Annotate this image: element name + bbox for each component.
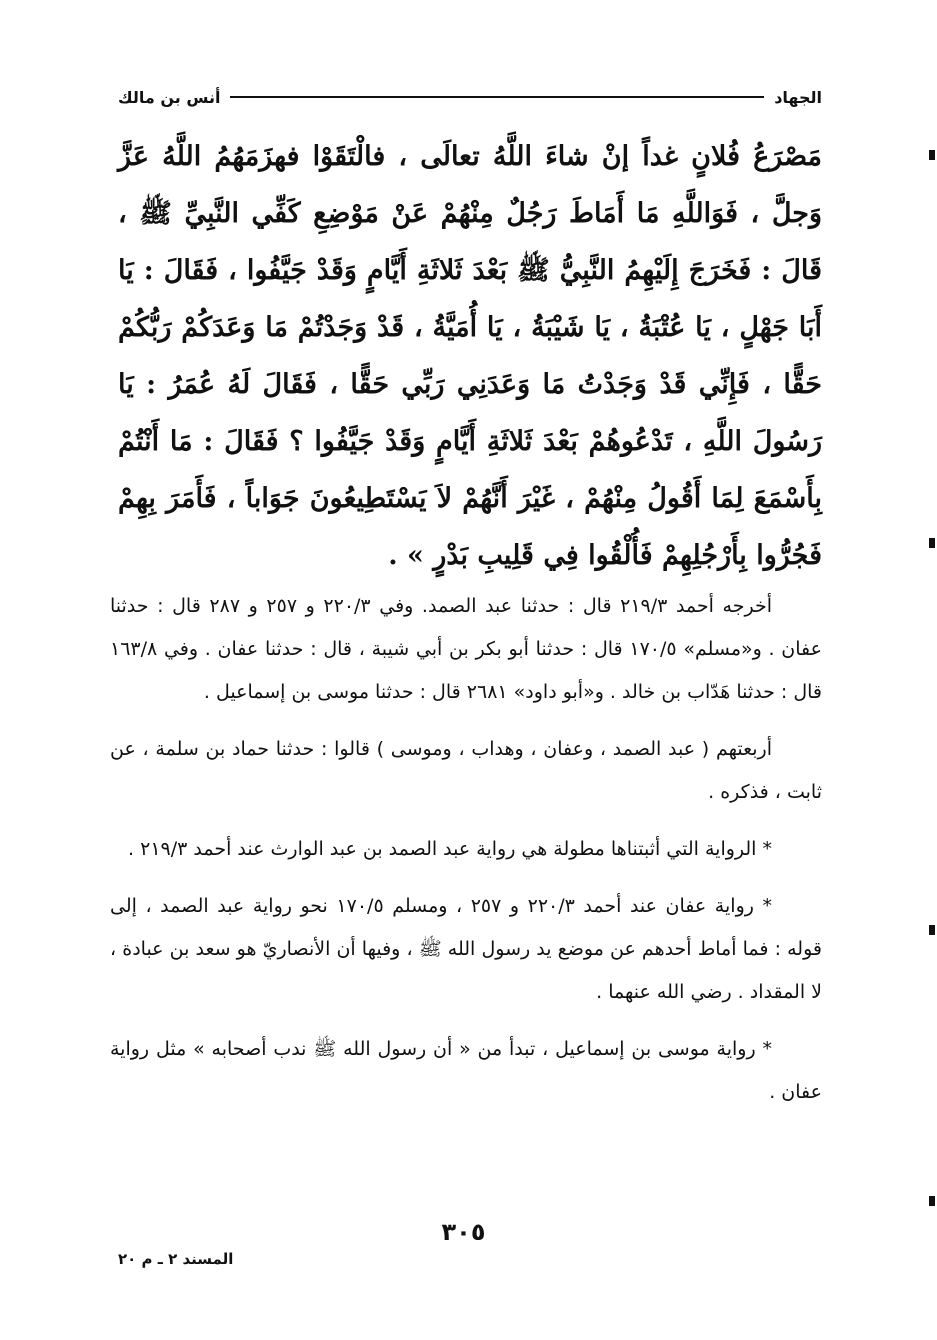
narrator-title: أنس بن مالك xyxy=(118,87,221,107)
note-paragraph: * رواية موسى بن إسماعيل ، تبدأ من « أن رسول الله ﷺ ندب أصحابه » مثل رواية عفان . xyxy=(110,1038,822,1103)
page-number: ٣٠٥ xyxy=(441,1218,486,1246)
note-paragraph: * الرواية التي أثبتناها مطولة هي رواية عبد الصمد بن عبد الوارث عند أحمد ٢١٩/٣ . xyxy=(128,838,772,860)
running-header xyxy=(118,82,822,112)
takhrij-notes xyxy=(110,585,822,1128)
note-paragraph: * رواية عفان عند أحمد ٢٢٠/٣ و ٢٥٧ ، ومسلم ١٧٠/٥ نحو رواية عبد الصمد ، إلى قوله : فما أماط أحدهم عن موضع يد رسول الله ﷺ ، وفيها أن الأنصاريّ هو سعد بن عبادة ، لا المقداد . رضي الله عنهما . xyxy=(110,895,822,1003)
signature-mark: المسند ٢ ـ م ٢٠ xyxy=(118,1250,234,1268)
edge-mark xyxy=(929,1196,935,1206)
note-paragraph: أخرجه أحمد ٢١٩/٣ قال : حدثنا عبد الصمد. وفي ٢٢٠/٣ و ٢٥٧ و ٢٨٧ قال : حدثنا عفان . و«مسلم» ١٧٠/٥ قال : حدثنا أبو بكر بن أبي شيبة ، قال : حدثنا عفان . وفي ١٦٣/٨ قال : حدثنا هَدّاب بن خالد . و«أبو داود» ٢٦٨١ قال : حدثنا موسى بن إسماعيل . xyxy=(110,595,822,703)
edge-mark xyxy=(929,538,935,548)
header-rule xyxy=(230,96,764,98)
edge-mark xyxy=(929,925,935,935)
chapter-title: الجهاد xyxy=(774,87,822,107)
note-paragraph: أربعتهم ( عبد الصمد ، وعفان ، وهداب ، وموسى ) قالوا : حدثنا حماد بن سلمة ، عن ثابت ، فذكره . xyxy=(110,738,822,803)
edge-mark xyxy=(929,150,935,160)
hadith-text: مَصْرَعُ فُلانٍ غداً إنْ شاءَ اللَّهُ تعالَى ، فالْتَقَوْا فهزَمَهُمُ اللَّهُ عَزَّ وَجلَّ ، فَوَاللَّهِ مَا أَمَاطَ رَجُلٌ مِنْهُمْ عَنْ مَوْضِعِ كَفِّي النَّبِيِّ ﷺ ، قَالَ : فَخَرَجَ إِلَيْهِمُ النَّبِيُّ ﷺ بَعْدَ ثَلاثَةِ أَيَّامٍ وَقَدْ جَيَّفُوا ، فَقَالَ : يَا أَبَا جَهْلٍ ، يَا عُتْبَةُ ، يَا شَيْبَةُ ، يَا أُمَيَّةُ ، قَدْ وَجَدْتُمْ مَا وَعَدَكُمْ رَبُّكُمْ حَقًّا ، فَإِنِّي قَدْ وَجَدْتُ مَا وَعَدَنِي رَبِّي حَقًّا ، فَقَالَ لَهُ عُمَرُ : يَا رَسُولَ اللَّهِ ، تَدْعُوهُمْ بَعْدَ ثَلاثَةِ أَيَّامٍ وَقَدْ جَيَّفُوا ؟ فَقَالَ : مَا أَنْتُمْ بِأَسْمَعَ لِمَا أَقُولُ مِنْهُمْ ، غَيْرَ أَنَّهُمْ لاَ يَسْتَطِيعُونَ جَوَاباً ، فَأَمَرَ بِهِمْ فَجُرُّوا بِأَرْجُلِهِمْ فَأُلْقُوا فِي قَلِيبِ بَدْرٍ » . xyxy=(118,141,822,571)
